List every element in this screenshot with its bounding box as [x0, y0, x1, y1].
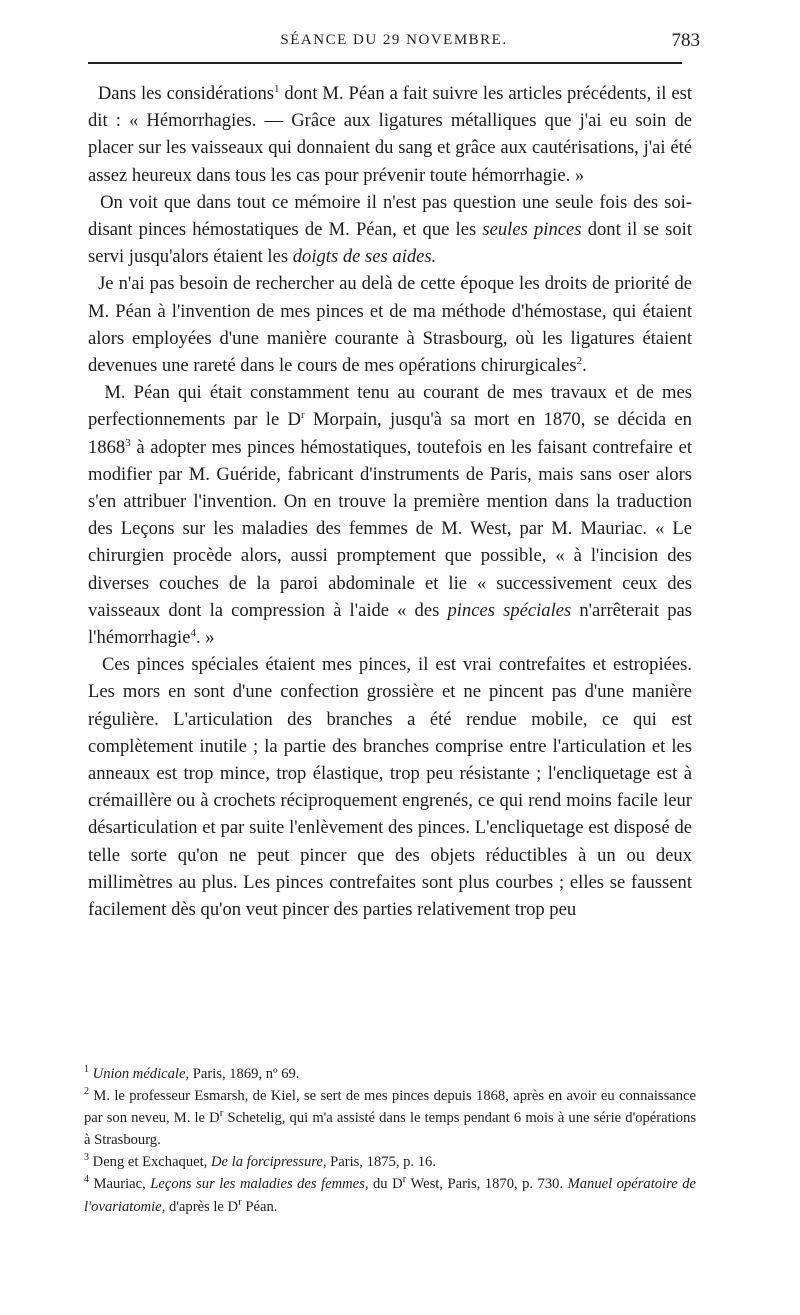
paragraph-2	[88, 189, 692, 271]
footnote-3	[60, 1151, 696, 1173]
paragraph-5-text: Ces pinces spéciales étaient mes pinces, il est vrai contrefaites et estropiées. Les mors en sont d'une confection grossière et ne pincent pas d'une manière régulière. L'articulation des branches a été rendue mobile, ce qui est complètement inutile ; la partie des branches comprise entre l'articulation et les anneaux est trop mince, trop élastique, trop peu résistante ; l'encliquetage est à crémaillère ou à crochets réciproquement engrenés, ce qui rend moins facile leur désarticulation et par suite l'enlèvement des pinces. L'encliquetage est disposé de telle sorte qu'on ne peut pincer que des objets réductibles à un ou deux millimètres au plus. Les pinces contrefaites sont plus courbes ; elles se faussent facilement dès qu'on veut pincer des parties relativement trop peu	[88, 654, 693, 921]
paragraph-3-text: Je n'ai pas besoin de rechercher au delà de cette époque les droits de priorité de M. Péan à l'invention de mes pinces et de ma méthode d'hémostase, qui étaient alors employées d'une manière courante à Strasbourg, où les ligatures étaient devenues une rareté dans le cours de mes opérations chirurgicales	[88, 273, 692, 377]
paragraph-1-start: Dans les considérations	[97, 83, 274, 104]
paragraph-2-italic-a: seules pinces	[482, 219, 582, 241]
doctor-abbrev: r	[219, 1107, 224, 1120]
footnotes	[60, 1063, 696, 1218]
paragraph-2-text-b: dont il se soit servi jusqu'alors étaient les	[88, 219, 692, 268]
footnote-ref-2: 2	[576, 354, 583, 367]
footnote-4-italic-a: Leçons sur les maladies des femmes,	[150, 1176, 369, 1193]
doctor-abbrev: r	[238, 1195, 242, 1208]
paragraph-4-text-d: n'arrêterait pas l'hémorrhagie	[88, 599, 692, 649]
paragraph-4-text-a: M. Péan qui était constamment tenu au courant de mes travaux et de mes perfectionnements par le D	[88, 382, 693, 431]
paragraph-1	[88, 80, 692, 189]
running-title: SÉANCE DU 29 NOVEMBRE.	[280, 32, 508, 48]
footnote-3-mark: 3	[84, 1152, 89, 1164]
footnote-4-text-c: West, Paris, 1870, p. 730.	[406, 1176, 568, 1193]
footnote-1-italic: Union médicale,	[92, 1066, 190, 1082]
footnote-4-text-d: d'après le D	[165, 1198, 239, 1215]
doctor-abbrev: r	[402, 1173, 407, 1186]
footnote-4-italic-b: Manuel opératoire de l'ovariatomie,	[84, 1176, 696, 1215]
paragraph-5	[88, 651, 692, 923]
paragraph-2-text-a: On voit que dans tout ce mémoire il n'est pas question une seule fois des soi-disant pinces hémostatiques de M. Péan, et que les	[88, 191, 693, 241]
footnote-2-mark: 2	[84, 1086, 89, 1098]
footnote-3-text-b: Paris, 1875, p. 16.	[326, 1154, 436, 1171]
body-text	[88, 80, 692, 923]
footnote-1-mark: 1	[84, 1064, 89, 1076]
paragraph-2-italic-b: doigts de ses aides.	[292, 246, 437, 268]
paragraph-4-text-c: à adopter mes pinces hémostatiques, toutefois en les faisant contrefaire et modifier par M. Guéride, fabricant d'instruments de Paris, mais sans oser alors s'en attribuer l'invention. On en trouve la première mention dans la traduction des Leçons sur les maladies des femmes de M. West, par M. Mauriac. « Le chirurgien procède alors, aussi promptement que possible, « à l'incision des diverses couches de la paroi abdominale et lie « successivement ceux des vaisseaux dont la compression à l'aide « des	[88, 436, 692, 621]
footnote-3-text-a: Deng et Exchaquet,	[92, 1154, 211, 1171]
paragraph-4-end: . »	[195, 627, 215, 649]
footnote-4-text-a: Mauriac,	[93, 1176, 151, 1193]
page-number: 783	[671, 30, 700, 51]
paragraph-1-rest: dont M. Péan a fait suivre les articles précédents, il est dit : « Hémorrhagies. — Grâce aux ligatures métalliques que j'ai eu soin de placer sur les vaisseaux qui donnaient du sang et grâce aux cautérisations, j'ai été assez heureux dans tous les cas pour prévenir toute hémorrhagie. »	[88, 83, 693, 186]
doctor-abbrev: r	[300, 409, 305, 422]
paragraph-4-italic: pinces spéciales	[447, 599, 572, 621]
footnote-4	[60, 1173, 696, 1217]
footnote-2-text-b: Schetelig, qui m'a assisté dans le temps pendant 6 mois à une série d'opérations à Strasbourg.	[84, 1110, 696, 1149]
paragraph-4	[88, 379, 692, 651]
paragraph-3-end: .	[582, 355, 587, 377]
paragraph-4-text-b: Morpain, jusqu'à sa mort en 1870, se décida en 1868	[88, 409, 692, 458]
footnote-ref-3: 3	[125, 436, 131, 449]
footnote-ref-4: 4	[190, 626, 196, 639]
footnote-ref-1: 1	[274, 82, 280, 95]
footnote-1	[60, 1063, 696, 1085]
footnote-3-italic: De la forcipressure,	[210, 1154, 327, 1171]
footnote-2	[60, 1085, 696, 1151]
header-rule	[88, 62, 682, 64]
paragraph-3	[88, 270, 692, 379]
footnote-2-text-a: M. le professeur Esmarsh, de Kiel, se sert de mes pinces depuis 1868, après en avoir eu connaissance par son neveu, M. le D	[84, 1088, 696, 1127]
footnote-4-text-e: Péan.	[241, 1198, 278, 1215]
footnote-4-mark: 4	[84, 1174, 89, 1186]
footnote-4-text-b: du D	[368, 1176, 403, 1193]
footnote-1-text: Paris, 1869, nº 69.	[189, 1066, 300, 1082]
page-header	[88, 30, 700, 60]
